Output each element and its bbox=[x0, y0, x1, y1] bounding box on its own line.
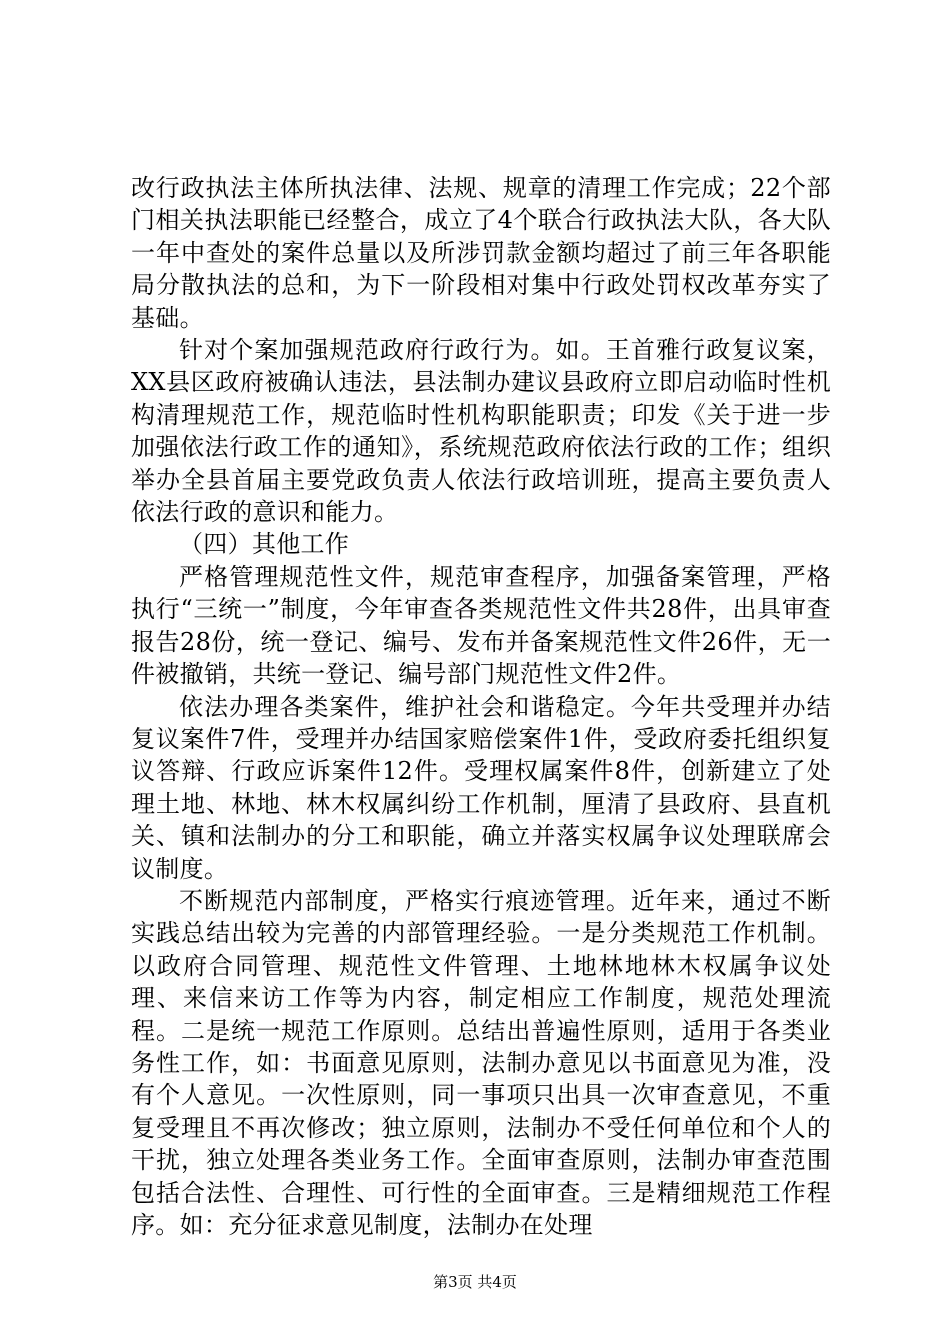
paragraph-internal-system: 不断规范内部制度，严格实行痕迹管理。近年来，通过不断实践总结出较为完善的内部管理经验。一是分类规范工作机制。以政府合同管理、规范性文件管理、土地林地林木权属争议处理、来信来访工作等为内容，制定相应工作制度，规范处理流程。二是统一规范工作原则。总结出普遍性原则，适用于各类业务性工作，如：书面意见原则，法制办意见以书面意见为准，没有个人意见。一次性原则，同一事项只出具一次审查意见，不重复受理且不再次修改；独立原则，法制办不受任何单位和个人的干扰，独立处理各类业务工作。全面审查原则，法制办审查范围包括合法性、合理性、可行性的全面审查。三是精细规范工作程序。如：充分征求意见制度，法制办在处理 bbox=[131, 886, 831, 1239]
document-body bbox=[131, 172, 831, 1241]
page-footer: 第3页 共4页 bbox=[433, 1273, 517, 1291]
paragraph-normative-documents: 严格管理规范性文件，规范审查程序，加强备案管理，严格执行“三统一”制度，今年审查各类规范性文件共28件，出具审查报告28份，统一登记、编号、发布并备案规范性文件26件，无一件被撤销，共统一登记、编号部门规范性文件2件。 bbox=[131, 562, 831, 689]
paragraph-case-regulation: 针对个案加强规范政府行政行为。如。王首雅行政复议案，XX县区政府被确认违法，县法制办建议县政府立即启动临时性机构清理规范工作，规范临时性机构职能职责；印发《关于进一步加强依法行政工作的通知》，系统规范政府依法行政的工作；组织举办全县首届主要党政负责人依法行政培训班，提高主要负责人依法行政的意识和能力。 bbox=[131, 336, 831, 527]
paragraph-continuation: 改行政执法主体所执法律、法规、规章的清理工作完成；22个部门相关执法职能已经整合，成立了4个联合行政执法大队，各大队一年中查处的案件总量以及所涉罚款金额均超过了前三年各职能局分散执法的总和，为下一阶段相对集中行政处罚权改革夯实了基础。 bbox=[131, 174, 831, 332]
paragraph-case-handling: 依法办理各类案件，维护社会和谐稳定。今年共受理并办结复议案件7件，受理并办结国家赔偿案件1件，受政府委托组织复议答辩、行政应诉案件12件。受理权属案件8件，创新建立了处理土地、林地、林木权属纠纷工作机制，厘清了县政府、县直机关、镇和法制办的分工和职能，确立并落实权属争议处理联席会议制度。 bbox=[131, 692, 831, 883]
section-heading-other-work: （四）其他工作 bbox=[179, 530, 350, 559]
